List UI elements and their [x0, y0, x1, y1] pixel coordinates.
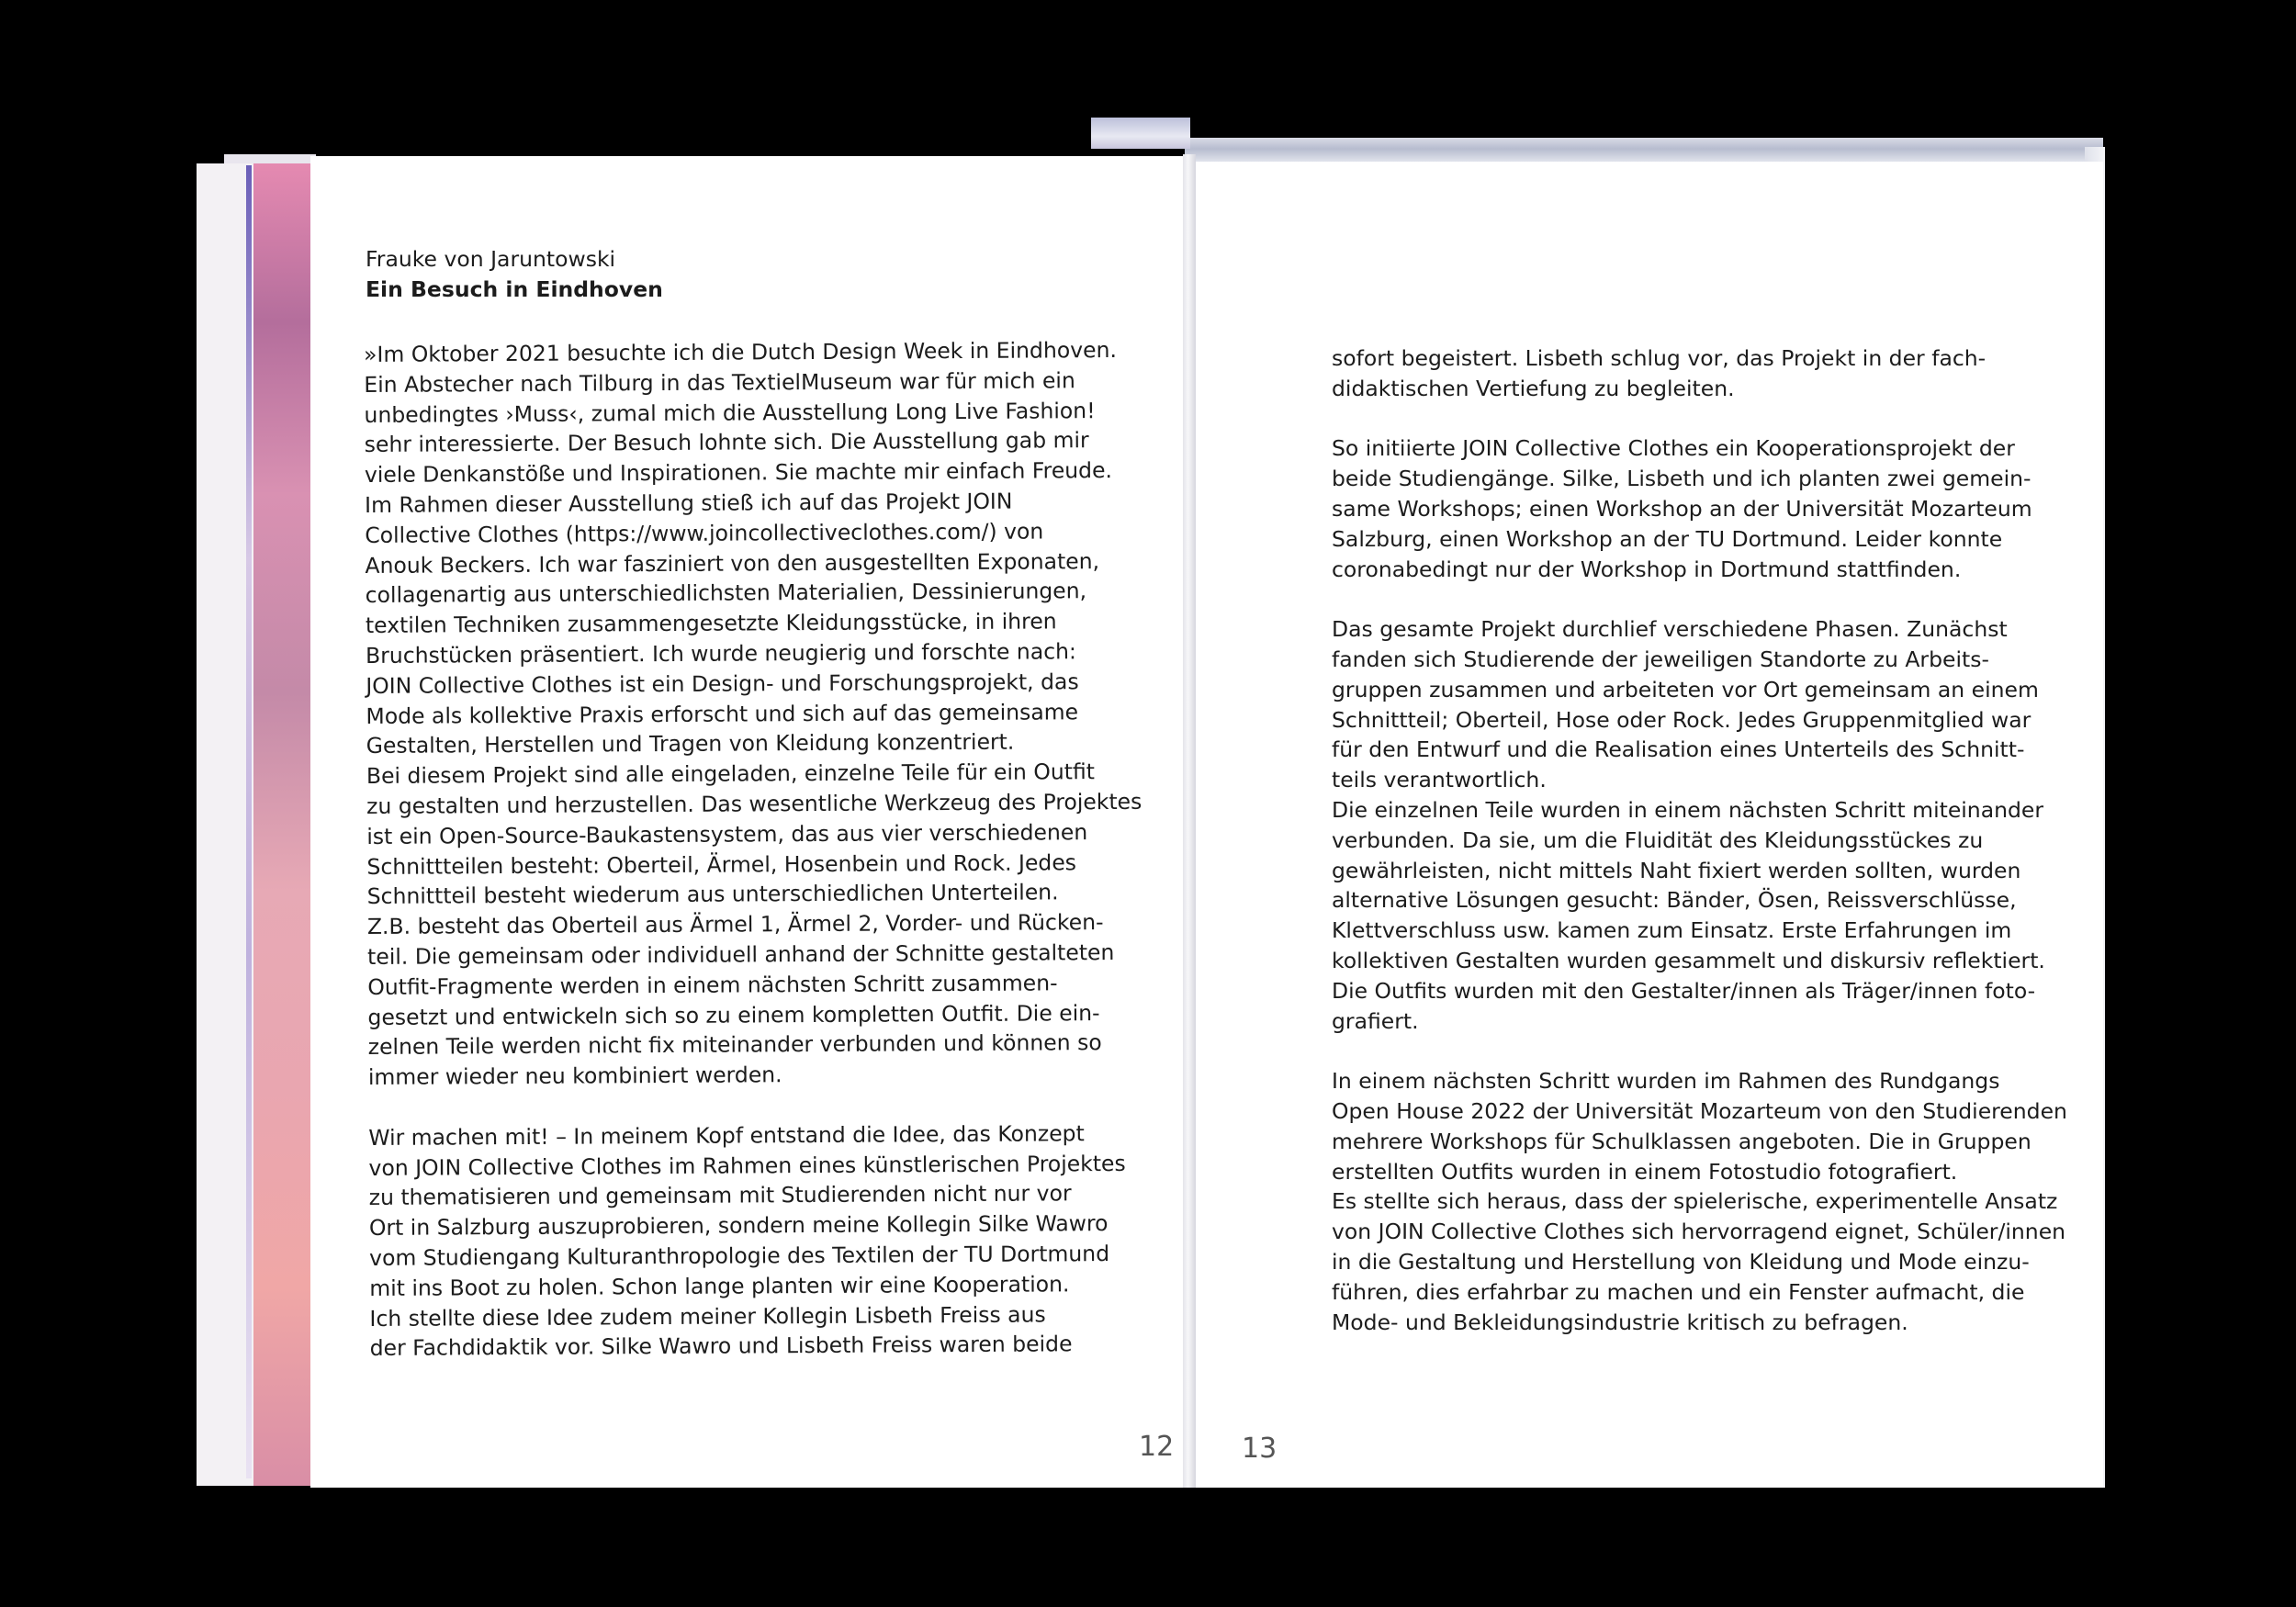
- text-line: Schnittteilen besteht: Oberteil, Ärmel, Hosenbein und Rock. Jedes: [366, 848, 1077, 880]
- paragraph-spacer: [1332, 1036, 2067, 1066]
- text-line: Wir machen mit! – In meinem Kopf entstand die Idee, das Konzept: [368, 1119, 1085, 1151]
- text-line: Open House 2022 der Universität Mozarteum von den Studierenden: [1332, 1097, 2067, 1124]
- text-line: collagenartig aus unterschiedlichsten Materialien, Dessinierungen,: [365, 578, 1087, 609]
- text-line: Ort in Salzburg auszuprobieren, sondern meine Kollegin Silke Wawro: [368, 1210, 1109, 1242]
- text-line: zu gestalten und herzustellen. Das wesentliche Werkzeug des Projektes: [366, 788, 1142, 819]
- page-number-left: 12: [1139, 1431, 1175, 1463]
- text-line: ist ein Open-Source-Baukastensystem, das aus vier verschiedenen: [366, 818, 1088, 849]
- text-line: Die Outfits wurden mit den Gestalter/innen als Träger/innen foto-: [1332, 977, 2036, 1004]
- text-line: coronabedingt nur der Workshop in Dortmund stattfinden.: [1332, 556, 1962, 582]
- text-line: Ich stellte diese Idee zudem meiner Kollegin Lisbeth Freiss aus: [369, 1300, 1046, 1332]
- text-line: Es stellte sich heraus, dass der spielerische, experimentelle Ansatz: [1332, 1188, 2058, 1215]
- text-line: Im Rahmen dieser Ausstellung stieß ich auf das Projekt JOIN: [365, 488, 1013, 518]
- text-line: vom Studiengang Kulturanthropologie des Textilen der TU Dortmund: [369, 1240, 1110, 1271]
- text-line: für den Entwurf und die Realisation eines Unterteils des Schnitt-: [1332, 736, 2025, 763]
- text-line: viele Denkanstöße und Inspirationen. Sie machte mir einfach Freude.: [364, 457, 1113, 489]
- page-number-right: 13: [1242, 1433, 1277, 1465]
- text-line: alternative Lösungen gesucht: Bänder, Ösen, Reissverschlüsse,: [1332, 887, 2017, 914]
- text-line: zu thematisieren und gemeinsam mit Studierenden nicht nur vor: [368, 1180, 1072, 1211]
- text-line: grafiert.: [1332, 1007, 1419, 1034]
- text-line: kollektiven Gestalten wurden gesammelt und diskursiv reflektiert.: [1332, 947, 2045, 973]
- paragraph-spacer: [1332, 584, 2067, 614]
- text-line: »Im Oktober 2021 besuchte ich die Dutch Design Week in Eindhoven.: [364, 336, 1118, 367]
- text-line: Klettverschluss usw. kamen zum Einsatz. Erste Erfahrungen im: [1332, 917, 2012, 944]
- text-line: Outfit-Fragmente werden in einem nächsten Schritt zusammen-: [367, 970, 1058, 1000]
- text-line: erstellten Outfits wurden in einem Fotostudio fotografiert.: [1332, 1158, 1958, 1185]
- text-line: JOIN Collective Clothes ist ein Design- und Forschungsprojekt, das: [366, 669, 1079, 699]
- text-line: Schnittteil; Oberteil, Hose oder Rock. Jedes Gruppenmitglied war: [1332, 706, 2032, 733]
- text-line: Mode- und Bekleidungsindustrie kritisch zu befragen.: [1332, 1309, 1908, 1335]
- text-line: mehrere Workshops für Schulklassen angeboten. Die in Gruppen: [1332, 1128, 2032, 1154]
- text-line: Die einzelnen Teile wurden in einem nächsten Schritt miteinander: [1332, 796, 2044, 823]
- text-line: Bei diesem Projekt sind alle eingeladen, einzelne Teile für ein Outfit: [366, 759, 1096, 790]
- text-line: der Fachdidaktik vor. Silke Wawro und Lisbeth Freiss waren beide: [369, 1331, 1073, 1362]
- text-line: gesetzt und entwickeln sich so zu einem kompletten Outfit. Die ein-: [367, 999, 1100, 1030]
- text-line: beide Studiengänge. Silke, Lisbeth und ich planten zwei gemein-: [1332, 466, 2032, 492]
- text-line: Schnittteil besteht wiederum aus unterschiedlichen Unterteilen.: [366, 879, 1059, 910]
- text-line: teils verantwortlich.: [1332, 767, 1547, 793]
- text-line: So initiierte JOIN Collective Clothes ein Kooperationsprojekt der: [1332, 435, 2015, 462]
- text-line: fanden sich Studierende der jeweiligen Standorte zu Arbeits-: [1332, 646, 1989, 672]
- text-line: zelnen Teile werden nicht fix miteinander verbunden und können so: [367, 1029, 1102, 1061]
- text-line: Mode als kollektive Praxis erforscht und sich auf das gemeinsame: [366, 698, 1079, 729]
- paragraph-spacer: [1332, 404, 2067, 434]
- text-line: in die Gestaltung und Herstellung von Kleidung und Mode einzu-: [1332, 1248, 2030, 1275]
- text-line: didaktischen Vertiefung zu begleiten.: [1332, 375, 1735, 401]
- text-line: gewährleisten, nicht mittels Naht fixiert werden sollten, wurden: [1332, 857, 2021, 883]
- text-line: unbedingtes ›Muss‹, zumal mich die Ausstellung Long Live Fashion!: [364, 397, 1096, 428]
- text-line: Gestalten, Herstellen und Tragen von Kleidung konzentriert.: [366, 729, 1015, 759]
- text-line: Salzburg, einen Workshop an der TU Dortmund. Leider konnte: [1332, 525, 2003, 552]
- text-line: sofort begeistert. Lisbeth schlug vor, das Projekt in der fach-: [1332, 345, 1986, 371]
- left-page-body: [364, 335, 1145, 1364]
- author-name: Frauke von Jaruntowski: [366, 246, 616, 272]
- bookmark-tab: [1091, 118, 1190, 149]
- text-line: Bruchstücken präsentiert. Ich wurde neugierig und forschte nach:: [366, 638, 1077, 669]
- text-line: In einem nächsten Schritt wurden im Rahmen des Rundgangs: [1332, 1068, 2000, 1095]
- text-line: immer wieder neu kombiniert werden.: [367, 1062, 782, 1091]
- text-line: sehr interessierte. Der Besuch lohnte sich. Die Ausstellung gab mir: [364, 427, 1089, 458]
- text-line: von JOIN Collective Clothes sich hervorragend eignet, Schüler/innen: [1332, 1219, 2066, 1245]
- text-line: mit ins Boot zu holen. Schon lange planten wir eine Kooperation.: [369, 1271, 1070, 1301]
- text-line: verbunden. Da sie, um die Fluidität des Kleidungsstückes zu: [1332, 826, 1984, 853]
- decorative-color-strip: [253, 163, 310, 1486]
- text-line: same Workshops; einen Workshop an der Universität Mozarteum: [1332, 495, 2032, 522]
- text-line: Anouk Beckers. Ich war fasziniert von den ausgestellten Exponaten,: [365, 547, 1100, 579]
- text-line: Ein Abstecher nach Tilburg in das TextielMuseum war für mich ein: [364, 367, 1075, 398]
- text-line: Z.B. besteht das Oberteil aus Ärmel 1, Ärmel 2, Vorder- und Rücken-: [366, 909, 1104, 940]
- paragraph-spacer: [368, 1088, 1143, 1123]
- article-title: Ein Besuch in Eindhoven: [366, 276, 663, 302]
- text-line: führen, dies erfahrbar zu machen und ein Fenster aufmacht, die: [1332, 1278, 2025, 1305]
- decorative-strip-line: [246, 165, 252, 1478]
- text-line: Das gesamte Projekt durchlief verschiedene Phasen. Zunächst: [1332, 616, 2008, 643]
- text-line: gruppen zusammen und arbeiteten vor Ort gemeinsam an einem: [1332, 676, 2039, 702]
- text-line: von JOIN Collective Clothes im Rahmen eines künstlerischen Projektes: [368, 1150, 1126, 1181]
- right-page-body: [1332, 343, 2067, 1337]
- text-line: textilen Techniken zusammengesetzte Kleidungsstücke, in ihren: [365, 608, 1057, 639]
- text-line: Collective Clothes (https://www.joincollectiveclothes.com/) von: [365, 518, 1044, 548]
- text-line: teil. Die gemeinsam oder individuell anhand der Schnitte gestalteten: [367, 938, 1115, 970]
- book-gutter: [1183, 154, 1196, 1488]
